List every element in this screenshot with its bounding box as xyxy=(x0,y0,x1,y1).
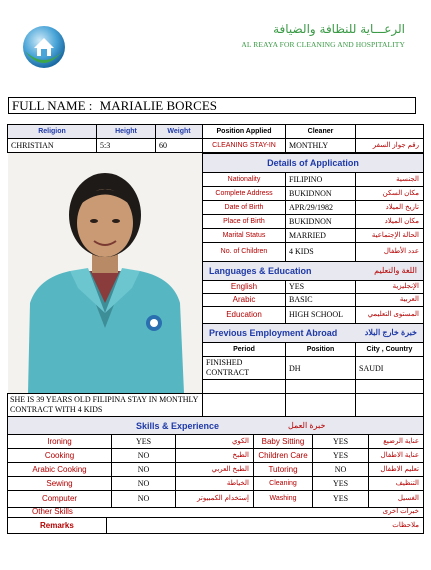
details-title: Details of Application xyxy=(202,153,424,173)
skill-childrencare-arabic: عناية الاطفال xyxy=(368,448,424,463)
skill-cooking-arabic: الطبخ xyxy=(175,448,254,463)
languages-header xyxy=(202,261,424,281)
header-weight: Weight xyxy=(155,124,203,139)
detail-pob-value: BUKIDNON xyxy=(285,214,356,229)
lang-arabic-arabic: العربية xyxy=(355,293,424,307)
detail-children-value: 4 KIDS xyxy=(285,242,356,262)
employment-title-arabic: خبرة خارج البلاد xyxy=(364,328,417,337)
detail-dob-label: Date of Birth xyxy=(202,200,286,215)
skill-cleaning-arabic: التنظيف xyxy=(368,476,424,491)
skill-cooking-value: NO xyxy=(111,448,176,463)
employment-blank-5 xyxy=(285,393,356,417)
lang-english-label: English xyxy=(202,280,286,294)
skill-sewing-label: Sewing xyxy=(7,476,112,491)
company-name-english: AL REAYA FOR CLEANING AND HOSPITALITY xyxy=(241,40,405,49)
employment-blank-2 xyxy=(285,379,356,394)
employment-blank-1 xyxy=(202,379,286,394)
skills-title: Skills & Experience xyxy=(136,421,220,431)
employment-col-period: Period xyxy=(202,342,286,357)
remarks-row xyxy=(7,517,424,534)
house-logo-icon xyxy=(22,25,66,69)
employment-header xyxy=(202,323,424,343)
skill-ironing-arabic: الكوي xyxy=(175,434,254,449)
other-skills-arabic: خبرات اخرى xyxy=(382,508,419,515)
contract-value: MONTHLY xyxy=(285,138,356,153)
skill-washing-label: Washing xyxy=(253,490,313,508)
applicant-photo xyxy=(8,153,202,393)
skill-sewing-arabic: الخياطة xyxy=(175,476,254,491)
height-value: 5:3 xyxy=(96,138,156,153)
detail-marital-arabic: الحالة الإجتماعية xyxy=(355,228,424,243)
detail-address-value: BUKIDNON xyxy=(285,186,356,201)
skills-title-arabic: خبرة العمل xyxy=(288,421,326,430)
remarks-divider xyxy=(106,517,107,534)
employment-country: SAUDI xyxy=(355,356,424,380)
detail-nationality-value: FILIPINO xyxy=(285,172,356,187)
detail-nationality-arabic: الجنسية xyxy=(355,172,424,187)
skill-computer-value: NO xyxy=(111,490,176,508)
header-position-applied: Position Applied xyxy=(202,124,286,139)
employment-col-position: Position xyxy=(285,342,356,357)
detail-children-label: No. of Children xyxy=(202,242,286,262)
contract-label: CLEANING STAY-IN xyxy=(202,138,286,153)
skill-arabiccooking-label: Arabic Cooking xyxy=(7,462,112,477)
skill-childrencare-label: Children Care xyxy=(253,448,313,463)
skill-sewing-value: NO xyxy=(111,476,176,491)
employment-blank-6 xyxy=(355,393,424,417)
weight-value: 60 xyxy=(155,138,203,153)
detail-marital-value: MARRIED xyxy=(285,228,356,243)
skill-cleaning-value: YES xyxy=(312,476,369,491)
skill-babysitting-label: Baby Sitting xyxy=(253,434,313,449)
detail-nationality-label: Nationality xyxy=(202,172,286,187)
skill-computer-label: Computer xyxy=(7,490,112,508)
person-photo-icon xyxy=(8,153,202,393)
detail-pob-arabic: مكان الميلاد xyxy=(355,214,424,229)
employment-title: Previous Employment Abroad xyxy=(209,328,338,338)
skill-babysitting-value: YES xyxy=(312,434,369,449)
header-height: Height xyxy=(96,124,156,139)
lang-english-arabic: الإنجليزية xyxy=(355,280,424,294)
education-label: Education xyxy=(202,306,286,324)
other-skills-label: Other Skills xyxy=(32,507,73,516)
detail-dob-value: APR/29/1982 xyxy=(285,200,356,215)
employment-position: DH xyxy=(285,356,356,380)
full-name-value: MARIALIE BORCES xyxy=(99,98,218,113)
photo-caption: SHE IS 39 YEARS OLD FILIPINA STAY IN MONTHLY CONTRACT WITH 4 KIDS xyxy=(7,393,203,417)
skill-computer-arabic: إستخدام الكمبيوتر xyxy=(175,490,254,508)
employment-blank-4 xyxy=(202,393,286,417)
employment-period: FINISHED CONTRACT xyxy=(202,356,286,380)
lang-arabic-label: Arabic xyxy=(202,293,286,307)
header-religion: Religion xyxy=(7,124,97,139)
skill-tutoring-value: NO xyxy=(312,462,369,477)
skills-header xyxy=(7,416,424,435)
skill-ironing-label: Ironing xyxy=(7,434,112,449)
skill-tutoring-label: Tutoring xyxy=(253,462,313,477)
religion-value: CHRISTIAN xyxy=(7,138,97,153)
skill-arabiccooking-value: NO xyxy=(111,462,176,477)
employment-blank-3 xyxy=(355,379,424,394)
header-position-value: Cleaner xyxy=(285,124,356,139)
detail-marital-label: Marital Status xyxy=(202,228,286,243)
lang-english-value: YES xyxy=(285,280,356,294)
remarks-label: Remarks xyxy=(40,521,74,530)
detail-pob-label: Place of Birth xyxy=(202,214,286,229)
lang-arabic-value: BASIC xyxy=(285,293,356,307)
detail-children-arabic: عدد الأطفال xyxy=(355,242,424,262)
languages-title-arabic: اللغة والتعليم xyxy=(374,266,417,275)
detail-dob-arabic: تاريخ الميلاد xyxy=(355,200,424,215)
remarks-arabic: ملاحظات xyxy=(392,522,419,529)
full-name-label: FULL NAME : xyxy=(12,98,93,113)
languages-title: Languages & Education xyxy=(209,266,312,276)
skill-cleaning-label: Cleaning xyxy=(253,476,313,491)
skill-tutoring-arabic: تعليم الاطفال xyxy=(368,462,424,477)
skill-arabiccooking-arabic: الطبخ العربي xyxy=(175,462,254,477)
company-name-arabic: الرعـــاية للنظافة والضيافة xyxy=(273,22,405,36)
employment-col-city: City , Country xyxy=(355,342,424,357)
passport-arabic: رقم جواز السفر xyxy=(355,138,424,153)
skill-cooking-label: Cooking xyxy=(7,448,112,463)
skill-ironing-value: YES xyxy=(111,434,176,449)
detail-address-label: Complete Address xyxy=(202,186,286,201)
education-arabic: المستوى التعليمي xyxy=(355,306,424,324)
education-value: HIGH SCHOOL xyxy=(285,306,356,324)
full-name-box xyxy=(8,97,416,114)
skill-babysitting-arabic: عناية الرضيع xyxy=(368,434,424,449)
header-blank xyxy=(355,124,424,139)
skill-washing-value: YES xyxy=(312,490,369,508)
detail-address-arabic: مكان السكن xyxy=(355,186,424,201)
skill-washing-arabic: الغسيل xyxy=(368,490,424,508)
skill-childrencare-value: YES xyxy=(312,448,369,463)
company-logo xyxy=(22,25,66,69)
